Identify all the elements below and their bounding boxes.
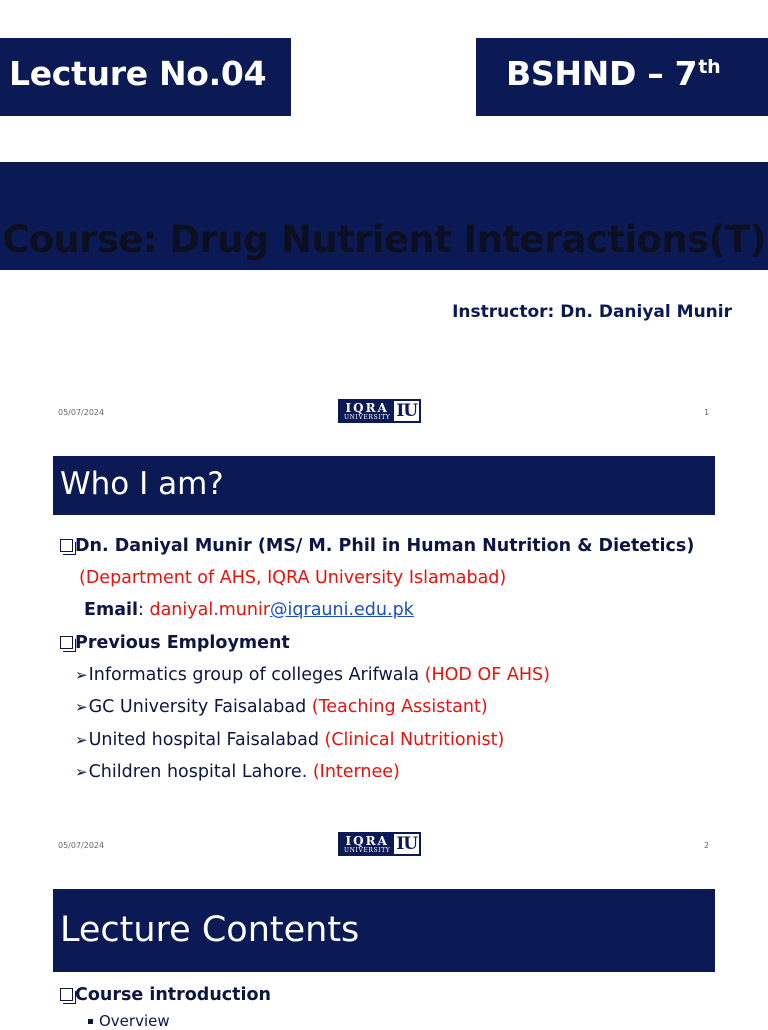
job-place: GC University Faisalabad	[88, 697, 312, 717]
job-item	[75, 730, 504, 750]
course-title: Course: Drug Nutrient Interactions(T)	[2, 218, 766, 261]
job-role: (Internee)	[312, 762, 400, 782]
job-role: (Clinical Nutritionist)	[324, 730, 505, 750]
job-item	[75, 665, 550, 685]
previous-employment-text: Previous Employment	[75, 633, 290, 653]
arrow-bullet-icon: ➢	[75, 763, 88, 781]
email-label: Email	[84, 600, 138, 620]
square-bullet-icon	[60, 539, 73, 552]
contents-subitem-text: Overview	[99, 1012, 170, 1030]
logo-text-iqra: IQRA	[345, 400, 389, 415]
email-line	[84, 600, 414, 620]
page-number: 1	[704, 408, 710, 417]
logo-wordmark	[340, 834, 394, 854]
arrow-bullet-icon: ➢	[75, 698, 88, 716]
logo-mark-iu: IU	[396, 834, 418, 854]
contents-item-text: Course introduction	[75, 985, 272, 1005]
slide-title: Who I am?	[60, 466, 224, 502]
program-text: BSHND – 7	[506, 54, 698, 93]
email-user: daniyal.munir	[149, 600, 271, 620]
footer-date: 05/07/2024	[58, 408, 105, 417]
department: (Department of AHS, IQRA University Islamabad)	[79, 568, 507, 588]
program-label	[506, 54, 720, 93]
arrow-bullet-icon: ➢	[75, 666, 88, 684]
logo-mark-iu: IU	[396, 401, 418, 421]
credentials-text: Dn. Daniyal Munir (MS/ M. Phil in Human Nutrition & Dietetics)	[75, 536, 695, 556]
previous-employment-heading	[60, 633, 290, 653]
job-role: (HOD OF AHS)	[424, 665, 550, 685]
job-place: United hospital Faisalabad	[88, 730, 325, 750]
logo-text-iqra: IQRA	[345, 833, 389, 848]
job-place: Informatics group of colleges Arifwala	[88, 665, 425, 685]
instructor-credentials	[60, 536, 694, 556]
footer-date: 05/07/2024	[58, 841, 105, 850]
contents-item	[60, 985, 271, 1005]
job-place: Children hospital Lahore.	[88, 762, 313, 782]
job-role: (Teaching Assistant)	[311, 697, 488, 717]
iqra-university-logo	[338, 399, 421, 423]
logo-text-university: UNIVERSITY	[344, 846, 391, 854]
logo-wordmark	[340, 401, 394, 421]
program-superscript: th	[698, 56, 721, 78]
job-item	[75, 697, 488, 717]
square-bullet-icon	[60, 636, 73, 649]
page-number: 2	[704, 841, 710, 850]
arrow-bullet-icon: ➢	[75, 731, 88, 749]
job-item	[75, 762, 400, 782]
instructor-name: Instructor: Dn. Daniyal Munir	[452, 302, 732, 322]
lecture-number: Lecture No.04	[9, 54, 267, 93]
logo-text-university: UNIVERSITY	[344, 413, 391, 421]
slide-title: Lecture Contents	[60, 910, 360, 950]
iqra-university-logo	[338, 832, 421, 856]
email-link[interactable]: @iqrauni.edu.pk	[270, 600, 414, 620]
email-colon: :	[138, 600, 150, 620]
square-bullet-icon	[60, 988, 73, 1001]
small-square-bullet-icon	[88, 1019, 93, 1024]
contents-subitem	[88, 1012, 170, 1030]
